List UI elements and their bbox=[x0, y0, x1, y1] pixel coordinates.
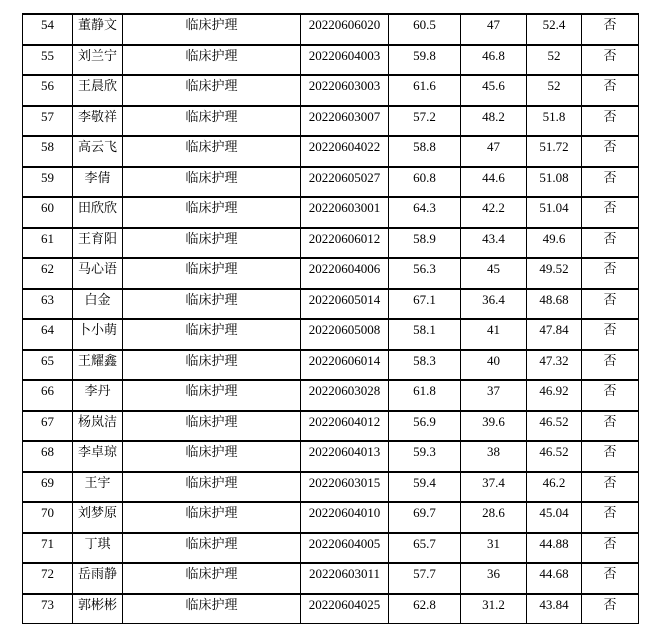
score-1-cell: 57.2 bbox=[389, 106, 461, 137]
score-2-cell: 31 bbox=[461, 533, 527, 564]
category-cell: 临床护理 bbox=[123, 594, 301, 624]
row-number-cell: 62 bbox=[23, 258, 73, 289]
name-cell: 马心语 bbox=[73, 258, 123, 289]
total-score-cell: 43.84 bbox=[527, 594, 582, 624]
flag-cell: 否 bbox=[582, 380, 639, 411]
total-score-cell: 46.92 bbox=[527, 380, 582, 411]
table-row bbox=[23, 411, 639, 442]
score-1-cell: 59.3 bbox=[389, 441, 461, 472]
exam-number-cell: 20220604005 bbox=[301, 533, 389, 564]
exam-number-cell: 20220603003 bbox=[301, 75, 389, 106]
row-number-cell: 54 bbox=[23, 14, 73, 45]
table-row bbox=[23, 167, 639, 198]
score-table-body bbox=[23, 14, 639, 624]
flag-cell: 否 bbox=[582, 319, 639, 350]
name-cell: 李丹 bbox=[73, 380, 123, 411]
name-cell: 王宇 bbox=[73, 472, 123, 503]
exam-number-cell: 20220605008 bbox=[301, 319, 389, 350]
table-row bbox=[23, 594, 639, 624]
table-row bbox=[23, 228, 639, 259]
score-2-cell: 45 bbox=[461, 258, 527, 289]
name-cell: 董静文 bbox=[73, 14, 123, 45]
table-row bbox=[23, 350, 639, 381]
flag-cell: 否 bbox=[582, 350, 639, 381]
name-cell: 王晨欣 bbox=[73, 75, 123, 106]
score-2-cell: 46.8 bbox=[461, 45, 527, 76]
flag-cell: 否 bbox=[582, 563, 639, 594]
row-number-cell: 56 bbox=[23, 75, 73, 106]
total-score-cell: 44.88 bbox=[527, 533, 582, 564]
score-2-cell: 38 bbox=[461, 441, 527, 472]
table-row bbox=[23, 45, 639, 76]
row-number-cell: 61 bbox=[23, 228, 73, 259]
flag-cell: 否 bbox=[582, 167, 639, 198]
name-cell: 李卓琼 bbox=[73, 441, 123, 472]
row-number-cell: 55 bbox=[23, 45, 73, 76]
score-1-cell: 59.4 bbox=[389, 472, 461, 503]
score-1-cell: 58.3 bbox=[389, 350, 461, 381]
row-number-cell: 69 bbox=[23, 472, 73, 503]
score-1-cell: 58.9 bbox=[389, 228, 461, 259]
category-cell: 临床护理 bbox=[123, 441, 301, 472]
table-row bbox=[23, 289, 639, 320]
score-1-cell: 65.7 bbox=[389, 533, 461, 564]
score-2-cell: 48.2 bbox=[461, 106, 527, 137]
score-2-cell: 31.2 bbox=[461, 594, 527, 624]
score-2-cell: 45.6 bbox=[461, 75, 527, 106]
score-1-cell: 62.8 bbox=[389, 594, 461, 624]
category-cell: 临床护理 bbox=[123, 75, 301, 106]
category-cell: 临床护理 bbox=[123, 563, 301, 594]
row-number-cell: 66 bbox=[23, 380, 73, 411]
row-number-cell: 65 bbox=[23, 350, 73, 381]
score-1-cell: 64.3 bbox=[389, 197, 461, 228]
flag-cell: 否 bbox=[582, 502, 639, 533]
name-cell: 丁琪 bbox=[73, 533, 123, 564]
table-row bbox=[23, 14, 639, 45]
category-cell: 临床护理 bbox=[123, 167, 301, 198]
table-row bbox=[23, 197, 639, 228]
score-1-cell: 56.9 bbox=[389, 411, 461, 442]
table-row bbox=[23, 502, 639, 533]
total-score-cell: 46.52 bbox=[527, 411, 582, 442]
row-number-cell: 73 bbox=[23, 594, 73, 624]
row-number-cell: 60 bbox=[23, 197, 73, 228]
flag-cell: 否 bbox=[582, 45, 639, 76]
table-row bbox=[23, 319, 639, 350]
flag-cell: 否 bbox=[582, 472, 639, 503]
score-1-cell: 58.1 bbox=[389, 319, 461, 350]
exam-number-cell: 20220606020 bbox=[301, 14, 389, 45]
score-2-cell: 47 bbox=[461, 14, 527, 45]
score-2-cell: 40 bbox=[461, 350, 527, 381]
name-cell: 王育阳 bbox=[73, 228, 123, 259]
score-2-cell: 36 bbox=[461, 563, 527, 594]
name-cell: 卜小萌 bbox=[73, 319, 123, 350]
table-row bbox=[23, 441, 639, 472]
exam-number-cell: 20220605027 bbox=[301, 167, 389, 198]
flag-cell: 否 bbox=[582, 75, 639, 106]
total-score-cell: 51.72 bbox=[527, 136, 582, 167]
row-number-cell: 68 bbox=[23, 441, 73, 472]
flag-cell: 否 bbox=[582, 411, 639, 442]
score-2-cell: 43.4 bbox=[461, 228, 527, 259]
category-cell: 临床护理 bbox=[123, 411, 301, 442]
table-row bbox=[23, 75, 639, 106]
total-score-cell: 51.08 bbox=[527, 167, 582, 198]
name-cell: 李敬祥 bbox=[73, 106, 123, 137]
total-score-cell: 49.52 bbox=[527, 258, 582, 289]
name-cell: 刘兰宁 bbox=[73, 45, 123, 76]
score-1-cell: 61.6 bbox=[389, 75, 461, 106]
score-1-cell: 57.7 bbox=[389, 563, 461, 594]
score-1-cell: 67.1 bbox=[389, 289, 461, 320]
flag-cell: 否 bbox=[582, 441, 639, 472]
exam-number-cell: 20220604003 bbox=[301, 45, 389, 76]
score-1-cell: 60.5 bbox=[389, 14, 461, 45]
total-score-cell: 52 bbox=[527, 45, 582, 76]
row-number-cell: 59 bbox=[23, 167, 73, 198]
flag-cell: 否 bbox=[582, 136, 639, 167]
flag-cell: 否 bbox=[582, 258, 639, 289]
category-cell: 临床护理 bbox=[123, 197, 301, 228]
score-1-cell: 58.8 bbox=[389, 136, 461, 167]
name-cell: 李倩 bbox=[73, 167, 123, 198]
category-cell: 临床护理 bbox=[123, 380, 301, 411]
exam-number-cell: 20220604022 bbox=[301, 136, 389, 167]
flag-cell: 否 bbox=[582, 228, 639, 259]
row-number-cell: 70 bbox=[23, 502, 73, 533]
score-2-cell: 39.6 bbox=[461, 411, 527, 442]
flag-cell: 否 bbox=[582, 289, 639, 320]
category-cell: 临床护理 bbox=[123, 289, 301, 320]
exam-number-cell: 20220603007 bbox=[301, 106, 389, 137]
table-row bbox=[23, 136, 639, 167]
name-cell: 田欣欣 bbox=[73, 197, 123, 228]
category-cell: 临床护理 bbox=[123, 319, 301, 350]
total-score-cell: 51.8 bbox=[527, 106, 582, 137]
category-cell: 临床护理 bbox=[123, 45, 301, 76]
flag-cell: 否 bbox=[582, 594, 639, 624]
flag-cell: 否 bbox=[582, 14, 639, 45]
score-1-cell: 61.8 bbox=[389, 380, 461, 411]
exam-number-cell: 20220603001 bbox=[301, 197, 389, 228]
row-number-cell: 58 bbox=[23, 136, 73, 167]
flag-cell: 否 bbox=[582, 106, 639, 137]
score-2-cell: 37 bbox=[461, 380, 527, 411]
exam-number-cell: 20220603011 bbox=[301, 563, 389, 594]
exam-number-cell: 20220604006 bbox=[301, 258, 389, 289]
exam-number-cell: 20220605014 bbox=[301, 289, 389, 320]
exam-number-cell: 20220604025 bbox=[301, 594, 389, 624]
name-cell: 王耀鑫 bbox=[73, 350, 123, 381]
name-cell: 杨岚洁 bbox=[73, 411, 123, 442]
name-cell: 岳雨静 bbox=[73, 563, 123, 594]
row-number-cell: 57 bbox=[23, 106, 73, 137]
total-score-cell: 48.68 bbox=[527, 289, 582, 320]
exam-number-cell: 20220606012 bbox=[301, 228, 389, 259]
exam-number-cell: 20220606014 bbox=[301, 350, 389, 381]
score-table bbox=[22, 13, 639, 624]
total-score-cell: 49.6 bbox=[527, 228, 582, 259]
score-2-cell: 28.6 bbox=[461, 502, 527, 533]
score-2-cell: 42.2 bbox=[461, 197, 527, 228]
score-1-cell: 60.8 bbox=[389, 167, 461, 198]
total-score-cell: 52 bbox=[527, 75, 582, 106]
row-number-cell: 63 bbox=[23, 289, 73, 320]
table-row bbox=[23, 380, 639, 411]
flag-cell: 否 bbox=[582, 533, 639, 564]
exam-number-cell: 20220604013 bbox=[301, 441, 389, 472]
total-score-cell: 52.4 bbox=[527, 14, 582, 45]
category-cell: 临床护理 bbox=[123, 350, 301, 381]
category-cell: 临床护理 bbox=[123, 502, 301, 533]
score-2-cell: 37.4 bbox=[461, 472, 527, 503]
category-cell: 临床护理 bbox=[123, 106, 301, 137]
total-score-cell: 44.68 bbox=[527, 563, 582, 594]
category-cell: 临床护理 bbox=[123, 14, 301, 45]
total-score-cell: 47.84 bbox=[527, 319, 582, 350]
flag-cell: 否 bbox=[582, 197, 639, 228]
row-number-cell: 67 bbox=[23, 411, 73, 442]
table-row bbox=[23, 472, 639, 503]
name-cell: 刘梦原 bbox=[73, 502, 123, 533]
table-row bbox=[23, 563, 639, 594]
category-cell: 临床护理 bbox=[123, 533, 301, 564]
total-score-cell: 46.52 bbox=[527, 441, 582, 472]
score-2-cell: 36.4 bbox=[461, 289, 527, 320]
row-number-cell: 64 bbox=[23, 319, 73, 350]
name-cell: 白金 bbox=[73, 289, 123, 320]
exam-number-cell: 20220603015 bbox=[301, 472, 389, 503]
total-score-cell: 51.04 bbox=[527, 197, 582, 228]
name-cell: 高云飞 bbox=[73, 136, 123, 167]
score-2-cell: 47 bbox=[461, 136, 527, 167]
category-cell: 临床护理 bbox=[123, 228, 301, 259]
category-cell: 临床护理 bbox=[123, 472, 301, 503]
score-2-cell: 44.6 bbox=[461, 167, 527, 198]
score-1-cell: 59.8 bbox=[389, 45, 461, 76]
row-number-cell: 72 bbox=[23, 563, 73, 594]
exam-number-cell: 20220604012 bbox=[301, 411, 389, 442]
exam-number-cell: 20220604010 bbox=[301, 502, 389, 533]
row-number-cell: 71 bbox=[23, 533, 73, 564]
category-cell: 临床护理 bbox=[123, 136, 301, 167]
total-score-cell: 47.32 bbox=[527, 350, 582, 381]
table-row bbox=[23, 533, 639, 564]
category-cell: 临床护理 bbox=[123, 258, 301, 289]
score-1-cell: 69.7 bbox=[389, 502, 461, 533]
score-2-cell: 41 bbox=[461, 319, 527, 350]
exam-number-cell: 20220603028 bbox=[301, 380, 389, 411]
name-cell: 郭彬彬 bbox=[73, 594, 123, 624]
score-1-cell: 56.3 bbox=[389, 258, 461, 289]
table-row bbox=[23, 258, 639, 289]
total-score-cell: 45.04 bbox=[527, 502, 582, 533]
total-score-cell: 46.2 bbox=[527, 472, 582, 503]
table-row bbox=[23, 106, 639, 137]
